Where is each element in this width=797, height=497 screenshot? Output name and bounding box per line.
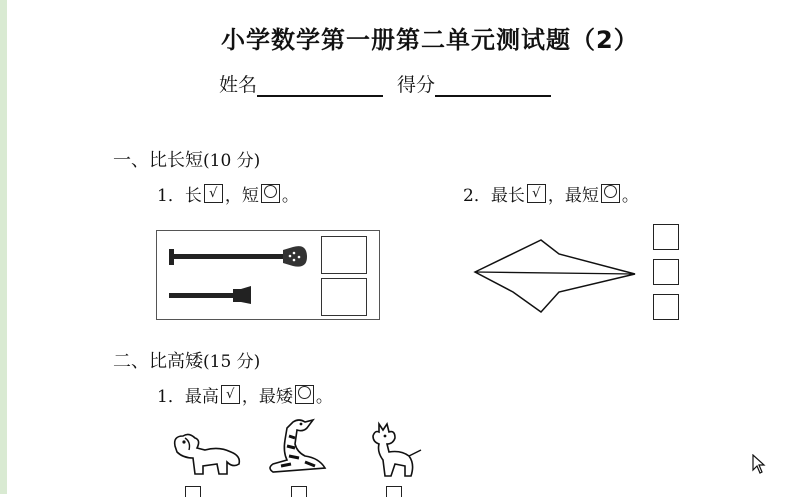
q2-end: 。 (621, 186, 639, 206)
s2q1-prefix: 1．最高 (157, 387, 219, 407)
circle-box-icon (261, 184, 280, 203)
left-border (0, 0, 7, 494)
answer-box-shovel[interactable] (321, 236, 367, 274)
page-title: 小学数学第一册第二单元测试题（2） (221, 26, 639, 54)
worksheet-page (7, 0, 797, 494)
circle-icon (264, 185, 277, 198)
section1-title: 一、比长短 (113, 150, 203, 171)
check-mark: √ (532, 186, 541, 201)
s2q1-end: 。 (315, 387, 333, 407)
q2-mid: ，最短 (547, 186, 599, 206)
score-label: 得分 (397, 74, 436, 96)
giraffe-icon (265, 416, 335, 478)
circle-box-icon (295, 385, 314, 404)
check-mark: √ (209, 186, 218, 201)
answer-box-hammer[interactable] (321, 278, 367, 316)
section2-points: (15 分) (203, 352, 261, 372)
section2-title: 二、比高矮 (113, 351, 203, 372)
answer-box-line3[interactable] (653, 294, 679, 320)
kite-shape-icon (469, 236, 641, 318)
deer-icon (365, 420, 431, 478)
section1-heading (113, 146, 260, 172)
answer-box-line1[interactable] (653, 224, 679, 250)
name-label: 姓名 (219, 74, 258, 96)
section2-heading (113, 347, 260, 373)
s2q1-mid: ，最矮 (241, 387, 293, 407)
check-box-icon (221, 385, 240, 404)
answer-box-giraffe[interactable] (291, 486, 307, 497)
section2-question1 (157, 382, 333, 407)
mouse-cursor-icon (752, 454, 766, 474)
answer-box-deer[interactable] (386, 486, 402, 497)
check-mark: √ (226, 387, 235, 402)
circle-icon (604, 185, 617, 198)
name-score-row (219, 70, 551, 97)
circle-box-icon (601, 184, 620, 203)
circle-icon (298, 386, 311, 399)
q2-prefix: 2．最长 (463, 186, 525, 206)
answer-box-dog[interactable] (185, 486, 201, 497)
answer-box-line2[interactable] (653, 259, 679, 285)
score-blank[interactable] (435, 73, 551, 97)
section1-question1 (157, 181, 299, 206)
q1-end: 。 (281, 186, 299, 206)
section1-points: (10 分) (203, 151, 261, 171)
name-blank[interactable] (257, 73, 383, 97)
tools-figure (156, 230, 380, 320)
check-box-icon (527, 184, 546, 203)
check-box-icon (204, 184, 223, 203)
q1-mid: ，短 (224, 186, 259, 206)
q1-prefix: 1．长 (157, 186, 202, 206)
section1-question2 (463, 181, 639, 206)
dog-icon (169, 428, 249, 478)
